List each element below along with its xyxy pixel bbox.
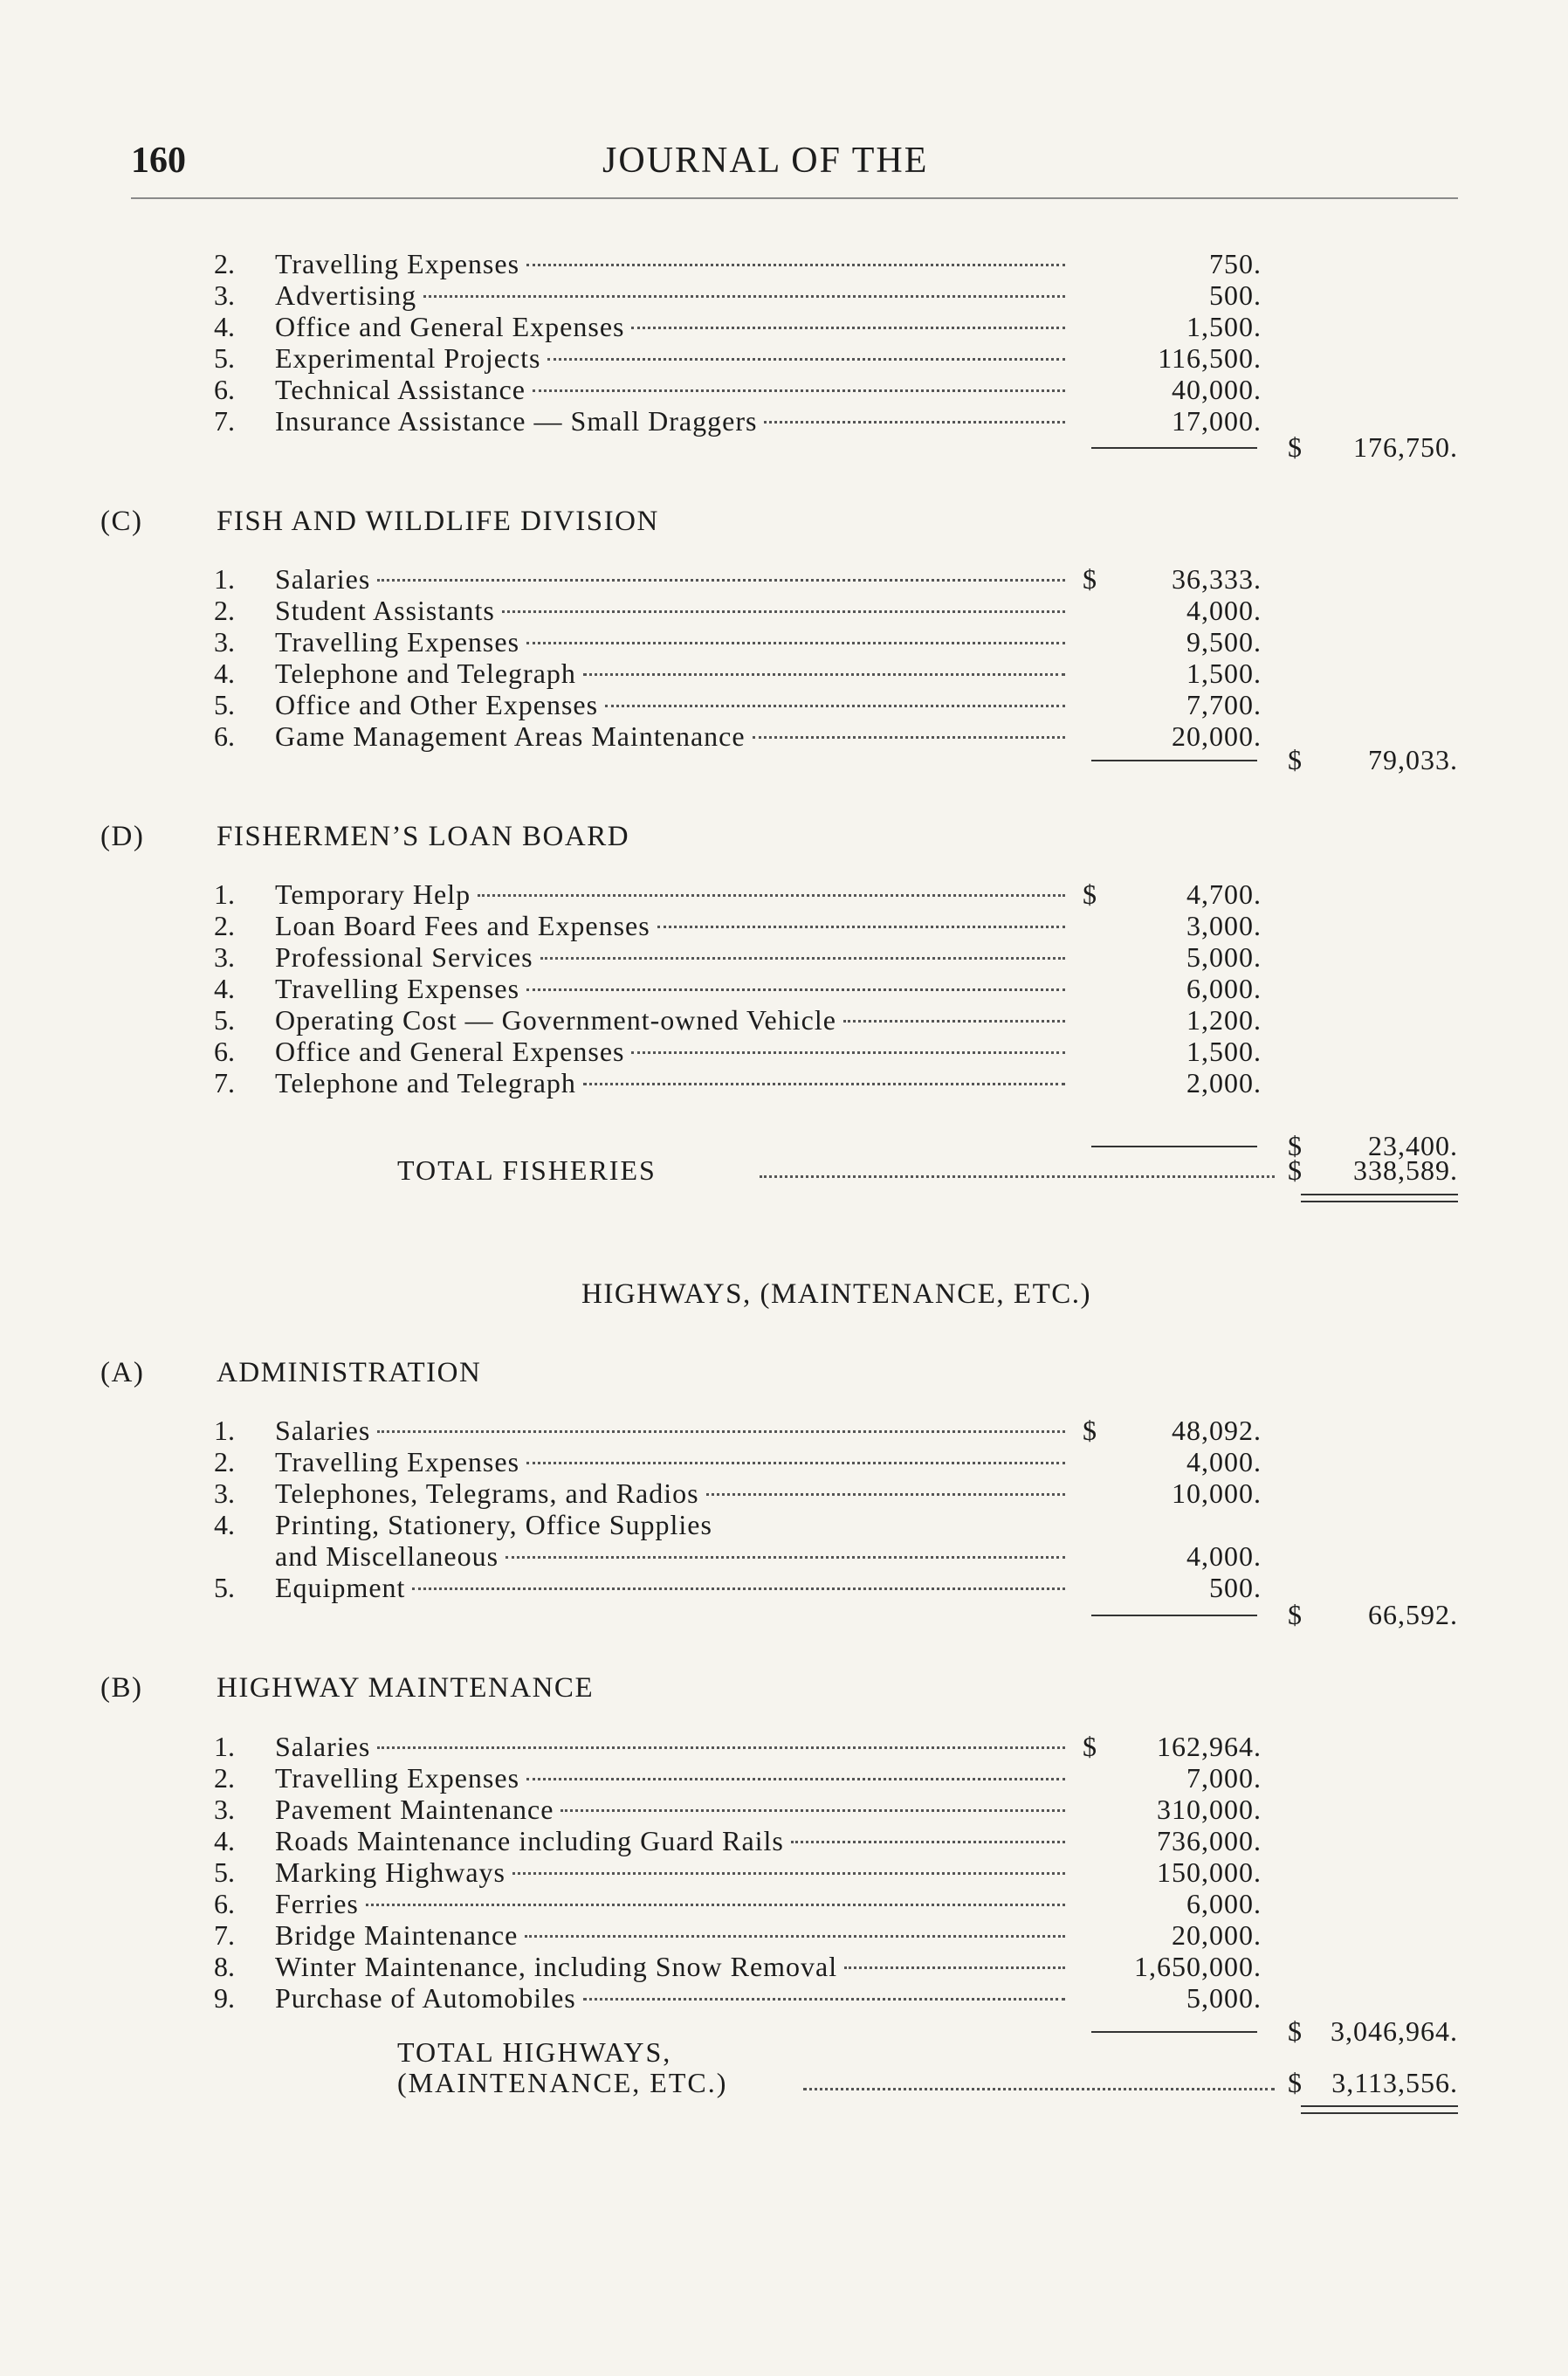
item-amount: 750. bbox=[1209, 248, 1262, 279]
item-description bbox=[275, 624, 1065, 659]
section-label: (C) bbox=[100, 506, 143, 537]
line-item bbox=[0, 1980, 1568, 2015]
dot-leader bbox=[764, 421, 1065, 424]
total-dollar: $ bbox=[1288, 2067, 1302, 2098]
item-amount: 736,000. bbox=[1157, 1825, 1262, 1856]
item-description bbox=[275, 1002, 1065, 1037]
item-text: Office and Other Expenses bbox=[275, 689, 599, 720]
item-amount: 20,000. bbox=[1172, 1919, 1262, 1951]
line-item bbox=[0, 1918, 1568, 1952]
line-item bbox=[0, 246, 1568, 281]
item-text: Game Management Areas Maintenance bbox=[275, 720, 746, 752]
item-dollar: $ bbox=[1083, 878, 1097, 910]
subtotal-dollar: $ bbox=[1288, 1599, 1302, 1630]
line-item bbox=[0, 593, 1568, 628]
dot-leader bbox=[657, 926, 1065, 928]
line-item bbox=[0, 624, 1568, 659]
line-item bbox=[0, 1792, 1568, 1827]
item-text: Salaries bbox=[275, 563, 371, 595]
subtotal-value: 176,750. bbox=[1353, 431, 1458, 463]
item-description bbox=[275, 1918, 1065, 1952]
subtotal-dollar: $ bbox=[1288, 431, 1302, 463]
item-description bbox=[275, 372, 1065, 407]
item-description bbox=[275, 877, 1065, 912]
dot-leader bbox=[753, 736, 1065, 739]
item-amount: 7,000. bbox=[1186, 1762, 1262, 1794]
line-item bbox=[0, 940, 1568, 975]
dot-leader bbox=[844, 1966, 1065, 1969]
dot-leader bbox=[526, 642, 1065, 644]
total-fisheries-row bbox=[0, 1153, 1568, 1188]
line-item bbox=[0, 1444, 1568, 1479]
item-description bbox=[275, 278, 1065, 313]
section-label: (D) bbox=[100, 821, 145, 852]
item-text: Insurance Assistance — Small Draggers bbox=[275, 405, 758, 437]
item-number: 4. bbox=[214, 1509, 235, 1540]
line-item bbox=[0, 1065, 1568, 1100]
dot-leader bbox=[540, 957, 1065, 960]
item-amount: 48,092. bbox=[1172, 1415, 1262, 1446]
item-description bbox=[275, 593, 1065, 628]
item-description bbox=[275, 1476, 1065, 1511]
line-item bbox=[0, 372, 1568, 407]
total-label: TOTAL FISHERIES bbox=[397, 1154, 657, 1186]
line-item bbox=[0, 877, 1568, 912]
item-number: 1. bbox=[214, 878, 235, 910]
item-number: 7. bbox=[214, 1067, 235, 1098]
item-number: 1. bbox=[214, 1731, 235, 1762]
item-number: 5. bbox=[214, 1856, 235, 1888]
dot-leader bbox=[478, 894, 1065, 897]
subtotal-rule bbox=[1091, 447, 1257, 449]
item-text: Salaries bbox=[275, 1415, 371, 1446]
subtotal-rule bbox=[1091, 1146, 1257, 1147]
item-amount: 7,700. bbox=[1186, 689, 1262, 720]
double-rule bbox=[1301, 1194, 1458, 1202]
item-text: Office and General Expenses bbox=[275, 311, 625, 342]
item-text: Telephone and Telegraph bbox=[275, 658, 576, 689]
line-item bbox=[0, 1539, 1568, 1574]
line-item bbox=[0, 1949, 1568, 1984]
page-number: 160 bbox=[131, 141, 186, 181]
item-description bbox=[275, 1034, 1065, 1069]
item-number: 4. bbox=[214, 973, 235, 1004]
dot-leader bbox=[412, 1587, 1065, 1590]
page-header bbox=[131, 140, 1458, 192]
item-amount: 20,000. bbox=[1172, 720, 1262, 752]
item-amount: 2,000. bbox=[1186, 1067, 1262, 1098]
line-item bbox=[0, 908, 1568, 943]
highways-heading bbox=[0, 1278, 1568, 1311]
item-text: Professional Services bbox=[275, 941, 533, 973]
item-text: Travelling Expenses bbox=[275, 1446, 520, 1477]
item-number: 6. bbox=[214, 1888, 235, 1919]
item-amount: 40,000. bbox=[1172, 374, 1262, 405]
line-item bbox=[0, 1476, 1568, 1511]
header-rule bbox=[131, 197, 1458, 199]
item-amount: 1,200. bbox=[1186, 1004, 1262, 1036]
item-text: Student Assistants bbox=[275, 595, 495, 626]
line-item bbox=[0, 1886, 1568, 1921]
dot-leader bbox=[526, 988, 1065, 991]
item-text: Purchase of Automobiles bbox=[275, 1982, 576, 2014]
item-number: 4. bbox=[214, 1825, 235, 1856]
dot-leader bbox=[526, 1778, 1065, 1780]
subtotal-rule bbox=[1091, 1615, 1257, 1616]
subtotal-rule bbox=[1091, 2031, 1257, 2033]
item-number: 3. bbox=[214, 626, 235, 658]
item-text: Pavement Maintenance bbox=[275, 1794, 554, 1825]
item-description bbox=[275, 940, 1065, 975]
line-item bbox=[0, 341, 1568, 375]
item-amount: 6,000. bbox=[1186, 973, 1262, 1004]
item-number: 3. bbox=[214, 1794, 235, 1825]
item-amount: 1,500. bbox=[1186, 311, 1262, 342]
item-text: Office and General Expenses bbox=[275, 1036, 625, 1067]
item-description bbox=[275, 1570, 1065, 1605]
item-text: Salaries bbox=[275, 1731, 371, 1762]
item-description bbox=[275, 1949, 1065, 1984]
section-label: (B) bbox=[100, 1672, 143, 1704]
item-number: 1. bbox=[214, 1415, 235, 1446]
item-text: Bridge Maintenance bbox=[275, 1919, 519, 1951]
item-description bbox=[275, 1760, 1065, 1795]
dot-leader bbox=[760, 1175, 1275, 1178]
dot-leader bbox=[791, 1841, 1065, 1843]
item-description bbox=[275, 403, 1065, 438]
dot-leader bbox=[377, 1430, 1065, 1433]
line-item bbox=[0, 1855, 1568, 1890]
item-description bbox=[275, 656, 1065, 691]
item-number: 3. bbox=[214, 279, 235, 311]
dot-leader bbox=[526, 264, 1065, 266]
item-text: Equipment bbox=[275, 1572, 406, 1603]
item-text: Loan Board Fees and Expenses bbox=[275, 910, 650, 941]
section-title: HIGHWAY MAINTENANCE bbox=[217, 1672, 595, 1704]
item-text: Travelling Expenses bbox=[275, 626, 520, 658]
item-number: 6. bbox=[214, 1036, 235, 1067]
section-title: FISH AND WILDLIFE DIVISION bbox=[217, 506, 659, 537]
item-number: 2. bbox=[214, 1762, 235, 1794]
item-number: 7. bbox=[214, 405, 235, 437]
line-item bbox=[0, 1507, 1568, 1542]
dot-leader bbox=[843, 1020, 1065, 1023]
dot-leader bbox=[547, 358, 1065, 361]
item-number: 1. bbox=[214, 563, 235, 595]
item-amount: 500. bbox=[1209, 1572, 1262, 1603]
item-description bbox=[275, 1823, 1065, 1858]
item-description bbox=[275, 246, 1065, 281]
dot-leader bbox=[583, 1998, 1065, 2001]
total-dollar: $ bbox=[1288, 1154, 1302, 1186]
section-label: (A) bbox=[100, 1357, 145, 1388]
dot-leader bbox=[512, 1872, 1065, 1875]
section-title: FISHERMEN’S LOAN BOARD bbox=[217, 821, 630, 852]
item-amount: 17,000. bbox=[1172, 405, 1262, 437]
total-value: 3,113,556. bbox=[1331, 2067, 1458, 2098]
item-number: 2. bbox=[214, 1446, 235, 1477]
line-item bbox=[0, 1002, 1568, 1037]
dot-leader bbox=[583, 673, 1065, 676]
line-item bbox=[0, 1729, 1568, 1764]
highways-heading-text: HIGHWAYS, (MAINTENANCE, ETC.) bbox=[581, 1278, 1091, 1310]
item-text: Advertising bbox=[275, 279, 417, 311]
subtotal-value: 23,400. bbox=[1368, 1130, 1458, 1161]
dot-leader bbox=[423, 295, 1065, 298]
total-highways-row bbox=[0, 2065, 1568, 2100]
dot-leader bbox=[525, 1935, 1065, 1938]
item-number: 5. bbox=[214, 1004, 235, 1036]
dot-leader bbox=[377, 579, 1065, 582]
total-value: 338,589. bbox=[1353, 1154, 1458, 1186]
item-number: 7. bbox=[214, 1919, 235, 1951]
item-text: Printing, Stationery, Office Supplies bbox=[275, 1509, 712, 1540]
total-label: TOTAL HIGHWAYS, bbox=[397, 2036, 672, 2068]
item-description bbox=[275, 1886, 1065, 1921]
dot-leader bbox=[560, 1809, 1065, 1812]
item-number: 3. bbox=[214, 1477, 235, 1509]
item-description bbox=[275, 1413, 1065, 1448]
item-description bbox=[275, 971, 1065, 1006]
item-amount: 5,000. bbox=[1186, 941, 1262, 973]
item-number: 2. bbox=[214, 910, 235, 941]
item-description bbox=[275, 1507, 1065, 1542]
item-description bbox=[275, 1855, 1065, 1890]
item-dollar: $ bbox=[1083, 563, 1097, 595]
item-number: 4. bbox=[214, 658, 235, 689]
item-dollar: $ bbox=[1083, 1731, 1097, 1762]
item-amount: 1,500. bbox=[1186, 1036, 1262, 1067]
item-text: Winter Maintenance, including Snow Removal bbox=[275, 1951, 838, 1982]
item-text: Experimental Projects bbox=[275, 342, 541, 374]
item-number: 5. bbox=[214, 689, 235, 720]
section-title: ADMINISTRATION bbox=[217, 1357, 482, 1388]
item-description bbox=[275, 719, 1065, 754]
item-amount: 162,964. bbox=[1157, 1731, 1262, 1762]
line-item bbox=[0, 561, 1568, 596]
dot-leader bbox=[803, 2088, 1275, 2090]
item-number: 2. bbox=[214, 595, 235, 626]
item-amount: 4,000. bbox=[1186, 1540, 1262, 1572]
item-description bbox=[275, 908, 1065, 943]
item-text: Travelling Expenses bbox=[275, 973, 520, 1004]
item-text: Temporary Help bbox=[275, 878, 471, 910]
dot-leader bbox=[605, 705, 1065, 707]
dot-leader bbox=[533, 389, 1065, 392]
item-description bbox=[275, 1539, 1065, 1574]
double-rule bbox=[1301, 2105, 1458, 2114]
line-item bbox=[0, 1823, 1568, 1858]
line-item bbox=[0, 1034, 1568, 1069]
running-title: JOURNAL OF THE bbox=[602, 141, 929, 181]
subtotal-rule bbox=[1091, 760, 1257, 761]
item-text: Telephones, Telegrams, and Radios bbox=[275, 1477, 699, 1509]
item-amount: 150,000. bbox=[1157, 1856, 1262, 1888]
dot-leader bbox=[631, 327, 1065, 329]
subtotal-value: 66,592. bbox=[1368, 1599, 1458, 1630]
item-description bbox=[275, 1444, 1065, 1479]
item-amount: 116,500. bbox=[1158, 342, 1262, 374]
item-text: Ferries bbox=[275, 1888, 359, 1919]
subtotal-dollar: $ bbox=[1288, 744, 1302, 775]
total-label: (MAINTENANCE, ETC.) bbox=[397, 2067, 728, 2098]
item-text: Travelling Expenses bbox=[275, 1762, 520, 1794]
item-text: Operating Cost — Government-owned Vehicle bbox=[275, 1004, 836, 1036]
item-number: 8. bbox=[214, 1951, 235, 1982]
item-number: 2. bbox=[214, 248, 235, 279]
item-amount: 5,000. bbox=[1186, 1982, 1262, 2014]
item-text: and Miscellaneous bbox=[275, 1540, 499, 1572]
line-item bbox=[0, 1413, 1568, 1448]
item-dollar: $ bbox=[1083, 1415, 1097, 1446]
dot-leader bbox=[366, 1904, 1065, 1906]
subtotal-dollar: $ bbox=[1288, 1130, 1302, 1161]
item-amount: 1,500. bbox=[1186, 658, 1262, 689]
item-amount: 10,000. bbox=[1172, 1477, 1262, 1509]
item-description bbox=[275, 341, 1065, 375]
item-description bbox=[275, 1980, 1065, 2015]
item-number: 4. bbox=[214, 311, 235, 342]
line-item bbox=[0, 309, 1568, 344]
item-amount: 500. bbox=[1209, 279, 1262, 311]
item-number: 9. bbox=[214, 1982, 235, 2014]
item-amount: 1,650,000. bbox=[1134, 1951, 1262, 1982]
item-amount: 310,000. bbox=[1157, 1794, 1262, 1825]
total-highways-line1 bbox=[0, 2035, 1568, 2070]
item-amount: 3,000. bbox=[1186, 910, 1262, 941]
line-item bbox=[0, 278, 1568, 313]
item-number: 6. bbox=[214, 374, 235, 405]
item-description bbox=[275, 1729, 1065, 1764]
item-amount: 4,700. bbox=[1186, 878, 1262, 910]
line-item bbox=[0, 656, 1568, 691]
dot-leader bbox=[505, 1556, 1065, 1559]
item-amount: 6,000. bbox=[1186, 1888, 1262, 1919]
item-description bbox=[275, 309, 1065, 344]
dot-leader bbox=[631, 1051, 1065, 1054]
item-amount: 4,000. bbox=[1186, 595, 1262, 626]
item-number: 3. bbox=[214, 941, 235, 973]
dot-leader bbox=[377, 1746, 1065, 1749]
dot-leader bbox=[526, 1462, 1065, 1464]
item-text: Telephone and Telegraph bbox=[275, 1067, 576, 1098]
item-amount: 36,333. bbox=[1172, 563, 1262, 595]
item-number: 5. bbox=[214, 1572, 235, 1603]
item-amount: 9,500. bbox=[1186, 626, 1262, 658]
line-item bbox=[0, 971, 1568, 1006]
subtotal-value: 3,046,964. bbox=[1331, 2015, 1458, 2047]
item-description bbox=[275, 687, 1065, 722]
item-number: 5. bbox=[214, 342, 235, 374]
dot-leader bbox=[583, 1083, 1065, 1085]
item-text: Travelling Expenses bbox=[275, 248, 520, 279]
item-description bbox=[275, 561, 1065, 596]
item-text: Roads Maintenance including Guard Rails bbox=[275, 1825, 784, 1856]
dot-leader bbox=[502, 610, 1065, 613]
item-text: Marking Highways bbox=[275, 1856, 505, 1888]
dot-leader bbox=[706, 1493, 1065, 1496]
item-description bbox=[275, 1065, 1065, 1100]
subtotal-dollar: $ bbox=[1288, 2015, 1302, 2047]
item-description bbox=[275, 1792, 1065, 1827]
subtotal-value: 79,033. bbox=[1368, 744, 1458, 775]
item-amount: 4,000. bbox=[1186, 1446, 1262, 1477]
line-item bbox=[0, 687, 1568, 722]
line-item bbox=[0, 1760, 1568, 1795]
item-number: 6. bbox=[214, 720, 235, 752]
item-text: Technical Assistance bbox=[275, 374, 526, 405]
